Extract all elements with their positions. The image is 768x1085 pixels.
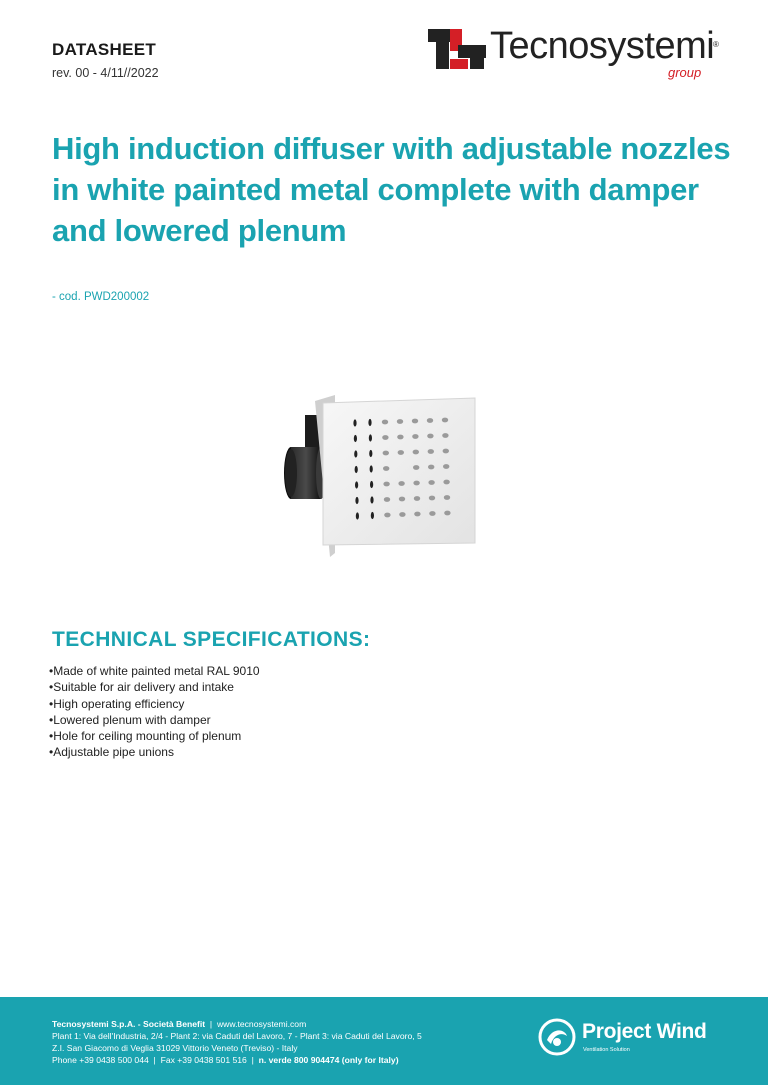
footer-contact: Tecnosystemi S.p.A. - Società Benefit | www.tecnosystemi.com Plant 1: Via dell'Industria, 2/4 - Plant 2: via Caduti del Lavoro, 7 - Plant 3: via Caduti del Lavoro, 5 Z.I. San Giacomo di Veglia 31029 Vittorio Veneto (Treviso) - Italy Phone +39 0438 500 044 | Fax +39 0438 501 516 | n. verde 800 904474 (only for Italy) <box>52 1019 422 1065</box>
project-wind-logo <box>538 1018 738 1058</box>
nozzle <box>428 449 434 454</box>
nozzle <box>442 418 448 423</box>
nozzle <box>370 481 373 488</box>
footer-company: Tecnosystemi S.p.A. - Società Benefit <box>52 1019 206 1029</box>
spec-item: • Suitable for air delivery and intake <box>49 679 260 695</box>
nozzle <box>355 481 358 488</box>
nozzle <box>414 512 420 517</box>
nozzle <box>368 419 371 426</box>
nozzle <box>429 511 435 516</box>
spec-item: • High operating efficiency <box>49 696 260 712</box>
nozzle <box>413 450 419 455</box>
nozzle <box>370 465 373 472</box>
project-wind-name: Project Wind <box>582 1020 707 1043</box>
spec-list <box>49 663 260 761</box>
nozzle <box>369 434 372 441</box>
nozzle <box>427 434 433 439</box>
nozzle <box>398 450 404 455</box>
footer <box>0 997 768 1085</box>
document-type: DATASHEET <box>52 40 157 59</box>
nozzle <box>354 435 357 442</box>
project-wind-tagline: Ventilation Solution <box>583 1047 630 1053</box>
registered-mark: ® <box>713 40 719 49</box>
nozzle <box>371 512 374 519</box>
spec-item: • Hole for ceiling mounting of plenum <box>49 728 260 744</box>
logo-group-label: group <box>668 65 702 80</box>
nozzle <box>428 480 434 485</box>
project-wind-icon <box>538 1018 576 1056</box>
nozzle <box>369 450 372 457</box>
nozzle <box>384 497 390 502</box>
nozzle <box>443 464 449 469</box>
nozzle <box>399 512 405 517</box>
nozzle <box>428 465 434 470</box>
nozzle <box>383 451 389 456</box>
footer-website-link[interactable]: www.tecnosystemi.com <box>216 1019 307 1029</box>
spec-item: • Made of white painted metal RAL 9010 <box>49 663 260 679</box>
product-image <box>275 393 487 563</box>
nozzle <box>399 497 405 502</box>
footer-address: Z.I. San Giacomo di Veglia 31029 Vittorio Veneto (Treviso) - Italy <box>52 1043 298 1053</box>
nozzle <box>429 496 435 501</box>
nozzle <box>353 419 356 426</box>
specs-heading: TECHNICAL SPECIFICATIONS: <box>52 628 371 651</box>
nozzle <box>413 481 419 486</box>
footer-phone: Phone +39 0438 500 044 <box>52 1055 149 1065</box>
nozzle <box>355 497 358 504</box>
nozzle <box>382 420 388 425</box>
footer-toll-free: n. verde 800 904474 (only for Italy) <box>258 1055 399 1065</box>
nozzle <box>414 496 420 501</box>
nozzle <box>384 513 390 518</box>
nozzle <box>383 482 389 487</box>
nozzle <box>444 495 450 500</box>
revision-date: rev. 00 - 4/11//2022 <box>52 66 159 80</box>
nozzle <box>412 434 418 439</box>
nozzle <box>354 450 357 457</box>
nozzle <box>382 435 388 440</box>
footer-plants: Plant 1: Via dell'Industria, 2/4 - Plant 2: via Caduti del Lavoro, 7 - Plant 3: via Caduti del Lavoro, 5 <box>52 1031 422 1041</box>
nozzle <box>427 418 433 423</box>
spec-item: • Lowered plenum with damper <box>49 712 260 728</box>
document-header <box>52 40 159 80</box>
footer-fax: Fax +39 0438 501 516 <box>160 1055 247 1065</box>
nozzle <box>444 511 450 516</box>
tecnosystemi-logo <box>428 27 728 83</box>
nozzle <box>443 480 449 485</box>
nozzle <box>397 419 403 424</box>
product-title: High induction diffuser with adjustable nozzles in white painted metal complete with damper and lowered plenum <box>52 131 731 248</box>
nozzle <box>383 466 389 471</box>
tecnosystemi-logo-icon <box>428 29 486 69</box>
nozzle <box>397 435 403 440</box>
spec-item: • Adjustable pipe unions <box>49 744 260 760</box>
nozzle <box>442 433 448 438</box>
nozzle <box>355 466 358 473</box>
logo-wordmark: Tecnosystemi <box>490 25 715 67</box>
product-code: - cod. PWD200002 <box>52 291 150 303</box>
nozzle <box>370 496 373 503</box>
nozzle <box>413 465 419 470</box>
nozzle <box>412 419 418 424</box>
nozzle <box>443 449 449 454</box>
nozzle <box>356 512 359 519</box>
nozzle <box>398 481 404 486</box>
